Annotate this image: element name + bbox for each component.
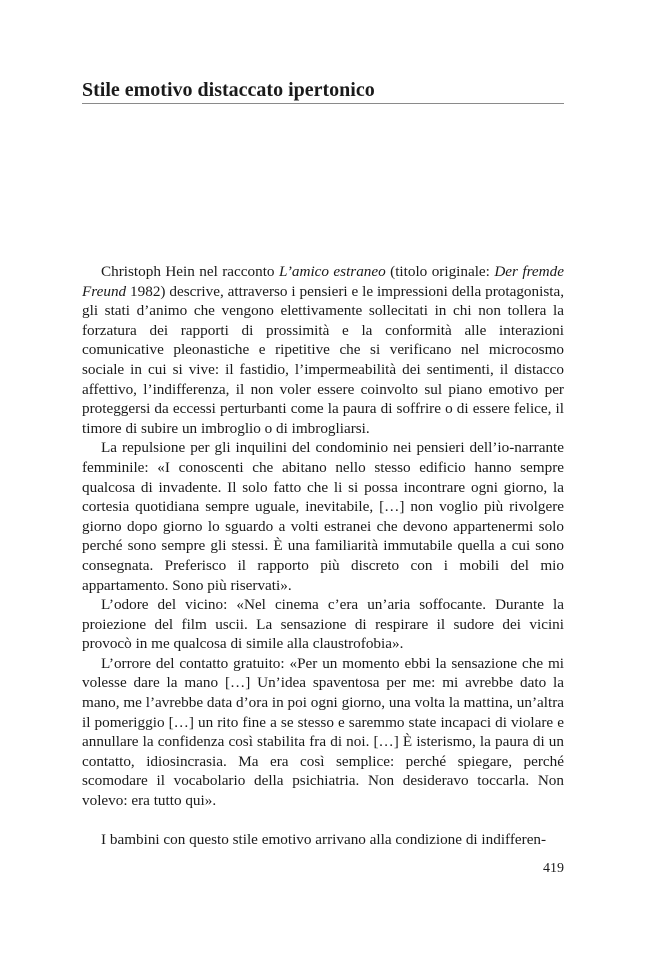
paragraph-4: L’orrore del contatto gratuito: «Per un momento ebbi la sensazione che mi volesse dare la mano […] Un’idea spaventosa per me: mi avrebbe dato la mano, me l’avrebbe data d’ora in poi ogni giorno, una volta la mattina, un’altra il pomeriggio […] un rito fine a se stesso e saremmo state incapaci di violare e annullare la confidenza così stabilita fra di noi. […] È isterismo, la paura di un contatto, idiosincrasia. Ma era così semplice: perché spiegare, perché scomodare il vocabolario della psichiatria. Non desideravo toccarla. Non volevo: era tutto qui». xyxy=(82,654,564,810)
paragraph-5: I bambini con questo stile emotivo arrivano alla condizione di indifferen- xyxy=(101,830,547,848)
paragraph-1 xyxy=(82,262,564,438)
title-rule xyxy=(82,103,564,104)
paragraph-1-part2: (titolo originale: xyxy=(385,263,495,280)
paragraph-1-part1: Christoph Hein nel racconto xyxy=(101,263,279,280)
book-title: L’amico estraneo xyxy=(278,263,386,280)
page-number: 419 xyxy=(543,861,564,876)
paragraph-2: La repulsione per gli inquilini del condominio nei pensieri dell’io-narrante femminile: «I conoscenti che abitano nello stesso edificio hanno sempre qualcosa di invadente. Il solo fatto che li si possa incontrare ogni giorno, la cortesia quotidiana sempre uguale, inevitabile, […] non voglio più rivolgere giorno dopo giorno lo sguardo a volti estranei che devono appartenermi solo perché sono sempre gli stessi. È una familiarità immutabile quella a cui sono consegnata. Preferisco il rapporto più discreto con i mobili del mio appartamento. Sono più riservati». xyxy=(82,439,564,594)
paragraph-3: L’odore del vicino: «Nel cinema c’era un’aria soffocante. Durante la proiezione del film uscii. La sensazione di respirare il sudore dei vicini provocò in me qualcosa di simile alla claustrofobia». xyxy=(82,596,564,653)
page-title: Stile emotivo distaccato ipertonico xyxy=(82,79,375,101)
body-text xyxy=(82,262,564,849)
original-title: Der fremde Freund xyxy=(82,263,564,300)
paragraph-1-part3: 1982) descrive, attraverso i pensieri e le impressioni della protagonista, gli stati d’animo che vengono elettivamente sollecitati in chi non tollera la forzatura dei rapporti di prossimità e la conformità alle interazioni comunicative pleonastiche e ripetitive che si verificano nel microcosmo sociale in cui si vive: il fastidio, l’impermeabilità dei sentimenti, il distacco affettivo, l’indifferenza, il non voler essere coinvolto sul piano emotivo per proteggersi da eccessi perturbanti come la paura di soffrire o di essere felice, il timore di subire un imbroglio o di imbrogliarsi. xyxy=(82,282,564,437)
